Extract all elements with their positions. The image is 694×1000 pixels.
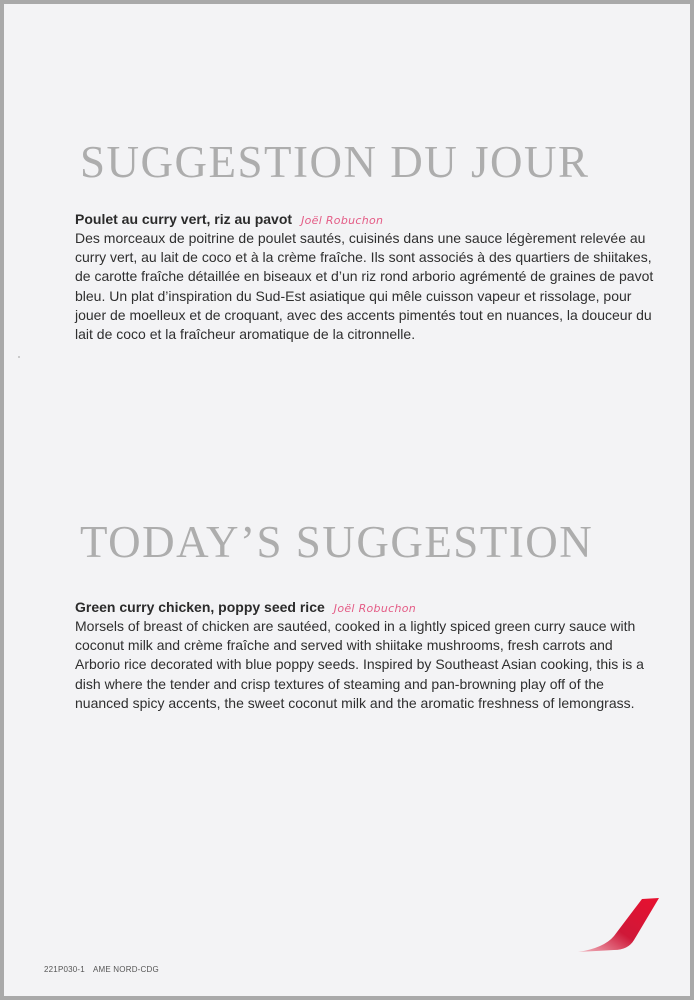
- french-section-heading: SUGGESTION DU JOUR: [80, 137, 590, 187]
- french-dish-name: Poulet au curry vert, riz au pavot: [75, 211, 293, 227]
- french-dish-title-line: [75, 209, 383, 231]
- english-dish-title-line: [75, 597, 416, 619]
- menu-page: [4, 4, 690, 996]
- english-dish-description: Morsels of breast of chicken are sautéed, cooked in a lightly spiced green curry sauce with coconut milk and crème fraîche and served with shiitake mushrooms, fresh carrots and Arborio rice decorated with blue poppy seeds. Inspired by Southeast Asian cooking, this is a dish where the tender and crisp textures of steaming and pan-browning play off of the nuanced spicy accents, the sweet coconut milk and the aromatic freshness of lemongrass.: [75, 618, 644, 711]
- footer-route: AME NORD-CDG: [92, 965, 159, 974]
- paper-speck: [18, 356, 20, 358]
- english-chef-signature: Joël Robuchon: [333, 602, 417, 615]
- french-dish-description: Des morceaux de poitrine de poulet sautés, cuisinés dans une sauce légèrement relevée au curry vert, au lait de coco et à la crème fraîche. Ils sont associés à des quartiers de shiitakes, de carotte fraîche détaillée en biseaux et d’un riz rond arborio agrémenté de graines de pavot bleu. Un plat d’inspiration du Sud-Est asiatique qui mêle cuisson vapeur et rissolage, pour jouer de moelleux et de croquant, avec des accents pimentés tout en nuances, la douceur du lait de coco et la fraîcheur aromatique de la citronnelle.: [75, 230, 654, 343]
- footer-reference: [44, 965, 159, 974]
- airline-swoosh-logo-icon: [570, 894, 660, 954]
- french-chef-signature: Joël Robuchon: [301, 214, 384, 227]
- english-dish-name: Green curry chicken, poppy seed rice: [75, 599, 325, 615]
- english-section-heading: TODAY’S SUGGESTION: [80, 517, 594, 567]
- footer-code: 221P030-1: [44, 965, 85, 974]
